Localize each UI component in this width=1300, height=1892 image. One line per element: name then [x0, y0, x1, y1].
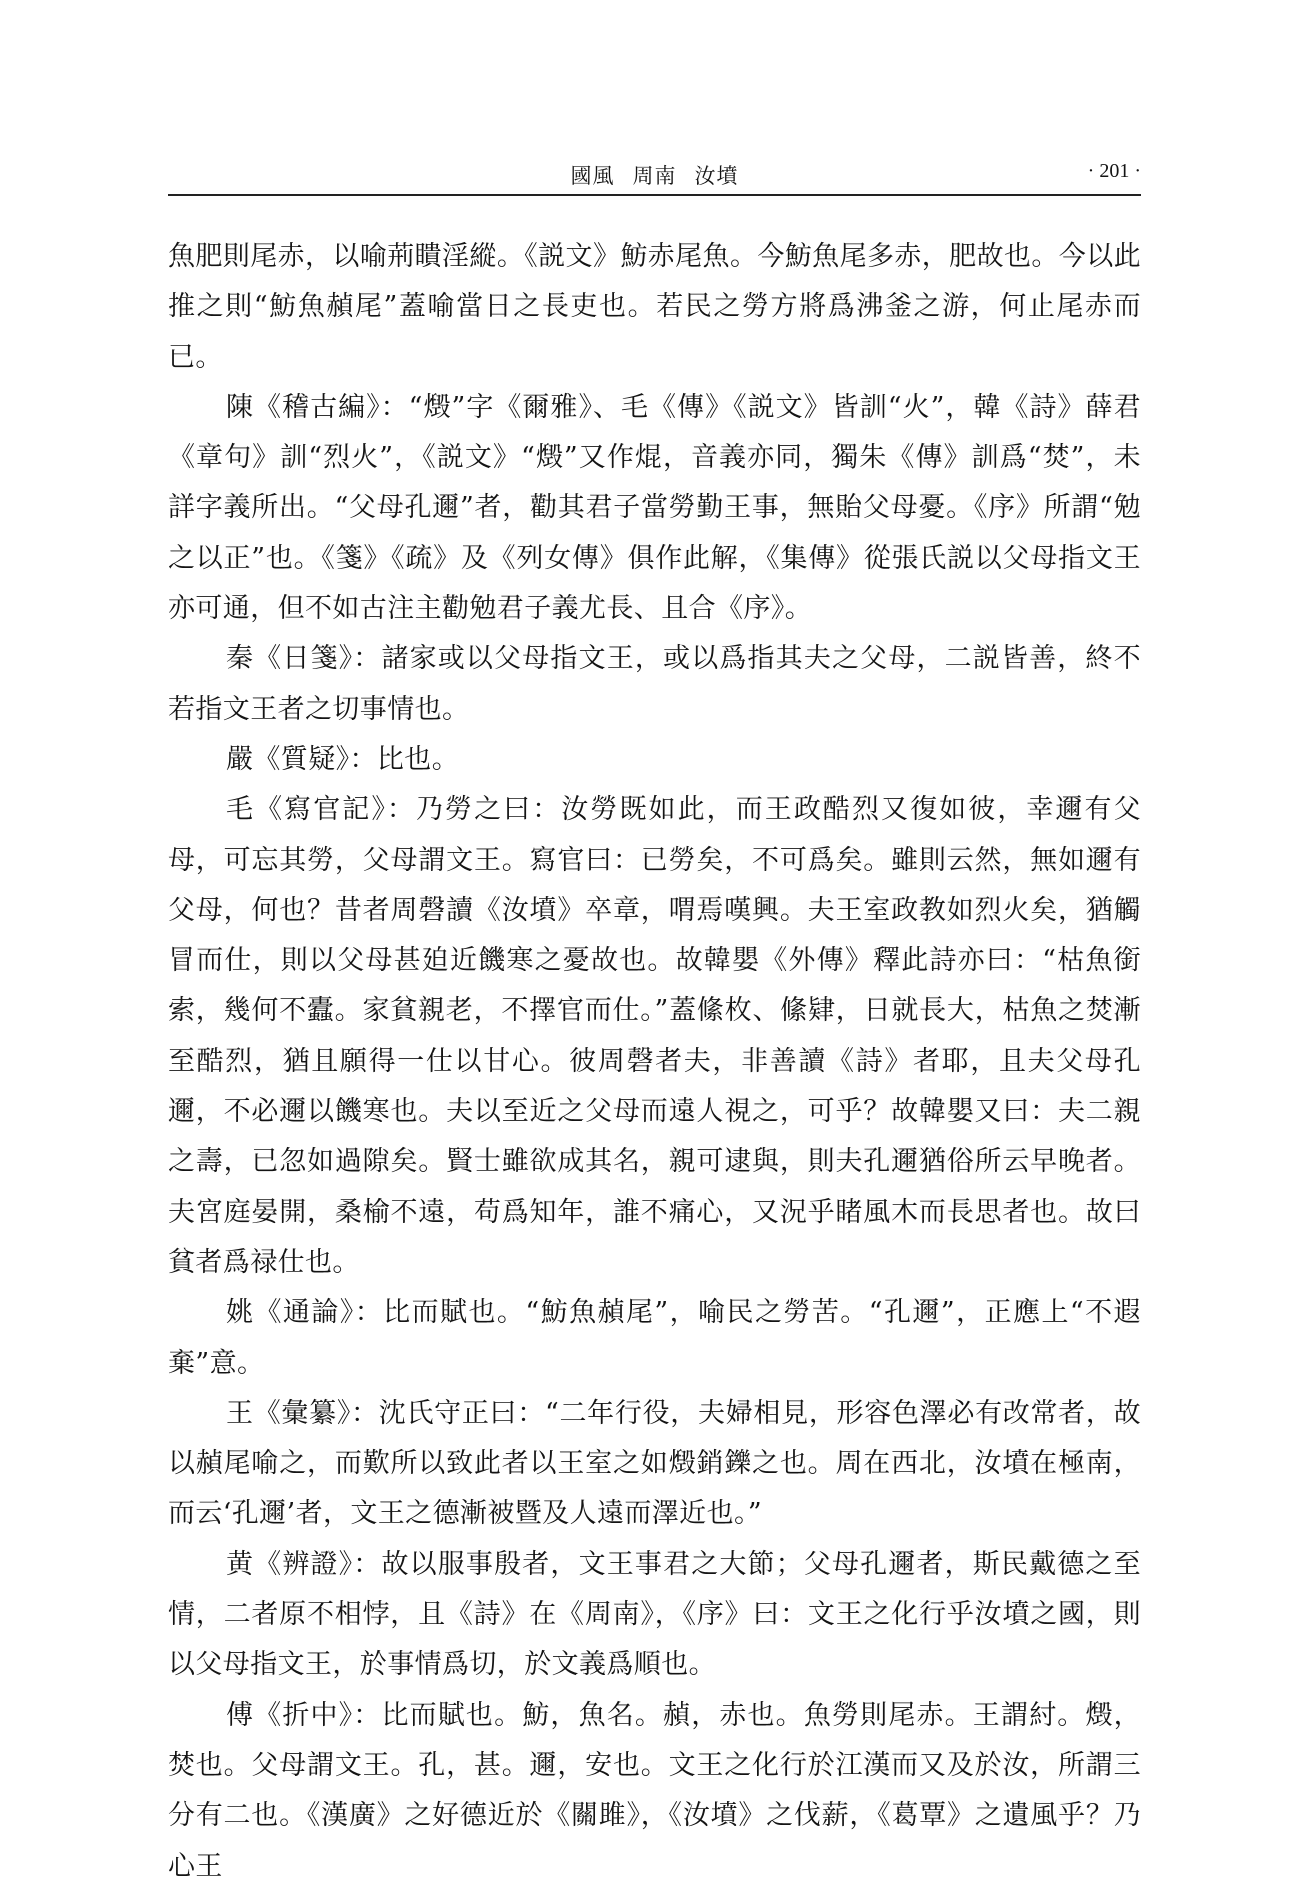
paragraph-continued: 魚肥則尾赤，以喻荊瞶淫縱。《説文》魴赤尾魚。今魴魚尾多赤，肥故也。今以此推之則“魴魚赬尾”蓋喻當日之長吏也。若民之勞方將爲沸釜之游，何止尾赤而已。 [168, 241, 1141, 373]
page-number: · 201 · [1087, 160, 1141, 182]
paragraph-yan-zhiyi: 嚴《質疑》：比也。 [226, 743, 460, 775]
paragraph-huang-bianzheng: 黄《辨證》：故以服事殷者，文王事君之大節；父母孔邇者，斯民戴德之至情，二者原不相悖，且《詩》在《周南》，《序》曰：文王之化行乎汝墳之國，則以父母指文王，於事情爲切，於文義爲順也。 [168, 1548, 1141, 1681]
body-text [168, 232, 1141, 1892]
paragraph-yao-tonglun: 姚《通論》：比而賦也。“魴魚赬尾”，喻民之勞苦。“孔邇”，正應上“不遐棄”意。 [168, 1297, 1141, 1379]
paragraph-wang-huizuan: 王《彙纂》：沈氏守正曰：“二年行役，夫婦相見，形容色澤必有改常者，故以赬尾喻之，而歎所以致此者以王室之如燬銷鑠之也。周在西北，汝墳在極南，而云‘孔邇’者，文王之德漸被暨及人遠而澤近也。” [168, 1397, 1141, 1530]
chapter-title: 周南 [632, 164, 677, 188]
section-title: 國風 [570, 164, 615, 188]
poem-title: 汝墳 [694, 164, 739, 188]
header-rule [168, 194, 1141, 196]
paragraph-chen-jigubian: 陳《稽古編》：“燬”字《爾雅》、毛《傳》《説文》皆訓“火”，韓《詩》薛君《章句》訓“烈火”，《説文》“燬”又作焜，音義亦同，獨朱《傳》訓爲“焚”，未詳字義所出。“父母孔邇”者，勸其君子當勞勤王事，無貽父母憂。《序》所謂“勉之以正”也。《箋》《疏》及《列女傳》俱作此解，《集傳》從張氏説以父母指文王亦可通，但不如古注主勸勉君子義尤長、且合《序》。 [168, 391, 1141, 625]
paragraph-fu-zhezhong: 傅《折中》：比而賦也。魴，魚名。赬，赤也。魚勞則尾赤。王謂紂。燬，焚也。父母謂文王。孔，甚。邇，安也。文王之化行於江漢而又及於汝，所謂三分有二也。《漢廣》之好德近於《關雎》，《汝墳》之伐薪，《葛覃》之遺風乎？乃心王 [168, 1699, 1141, 1882]
running-head [168, 158, 1141, 188]
paragraph-qin-rijian: 秦《日箋》：諸家或以父母指文王，或以爲指其夫之父母，二説皆善，終不若指文王者之切事情也。 [168, 643, 1141, 725]
paragraph-mao-xieguanji: 毛《寫官記》：乃勞之曰：汝勞既如此，而王政酷烈又復如彼，幸邇有父母，可忘其勞，父母謂文王。寫官曰：已勞矣，不可爲矣。雖則云然，無如邇有父母，何也？昔者周磬讀《汝墳》卒章，喟焉嘆興。夫王室政教如烈火矣，猶觸冒而仕，則以父母甚廹近饑寒之憂故也。故韓嬰《外傳》釋此詩亦曰：“枯魚銜索，幾何不蠹。家貧親老，不擇官而仕。”蓋絛枚、絛肄，日就長大，枯魚之焚漸至酷烈，猶且願得一仕以甘心。彼周磬者夫，非善讀《詩》者耶，且夫父母孔邇，不必邇以饑寒也。夫以至近之父母而遠人視之，可乎？故韓嬰又曰：夫二親之壽，已忽如過隙矣。賢士雖欲成其名，親可逮與，則夫孔邇猶俗所云早晚者。夫宮庭晏開，桑榆不遠，苟爲知年，誰不痛心，又況乎睹風木而長思者也。故曰貧者爲禄仕也。 [168, 794, 1141, 1278]
running-head-title [168, 160, 1141, 190]
